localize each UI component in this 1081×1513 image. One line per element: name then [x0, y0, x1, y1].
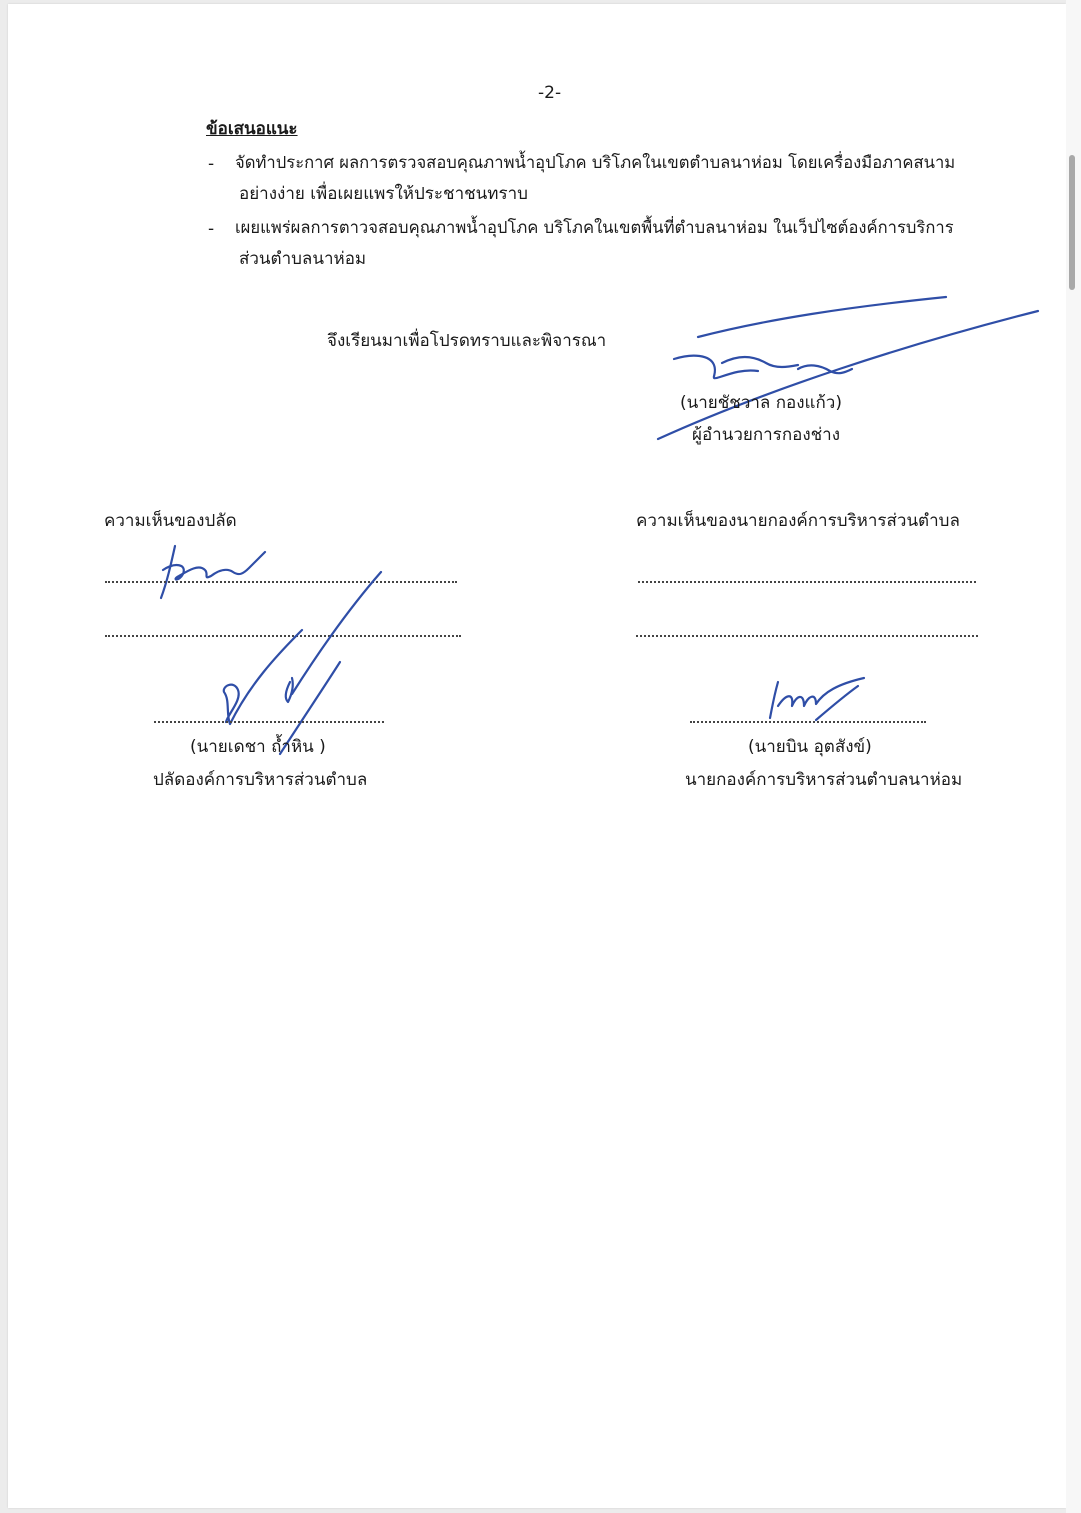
recommendation-1-line-2: อย่างง่าย เพื่อเผยแพรให้ประชาชนทราบ — [239, 184, 528, 204]
document-page — [8, 4, 1066, 1508]
mayor-opinion-heading: ความเห็นของนายกองค์การบริหารส่วนตำบล — [636, 511, 960, 531]
scrollbar-track[interactable] — [1066, 0, 1081, 1513]
recommendation-2-line-2: ส่วนตำบลนาห่อม — [239, 249, 367, 269]
recommendations-heading: ข้อเสนอแนะ — [206, 119, 298, 139]
division-head-position: ผู้อำนวยการกองช่าง — [692, 425, 841, 445]
deputy-position: ปลัดองค์การบริหารส่วนตำบล — [153, 770, 368, 790]
mayor-opinion-line-2 — [636, 635, 978, 637]
bullet-2: - — [208, 219, 215, 239]
deputy-opinion-heading: ความเห็นของปลัด — [104, 511, 237, 531]
page-number: -2- — [538, 83, 562, 103]
division-head-name: (นายชัชวาล กองแก้ว) — [680, 393, 842, 413]
deputy-signature — [216, 564, 396, 764]
recommendation-1-line-1: จัดทำประกาศ ผลการตรวจสอบคุณภาพน้ำอุปโภค บริโภคในเขตตำบลนาห่อม โดยเครื่องมือภาคสนาม — [235, 153, 956, 172]
deputy-name: (นายเดชา ถ้ำหิน ) — [190, 737, 326, 757]
mayor-name: (นายบิน อุตสังข์) — [748, 737, 872, 757]
mayor-opinion-line-1 — [638, 581, 976, 583]
deputy-signature-line — [154, 721, 384, 723]
recommendation-2-line-1: เผยแพร่ผลการตาวจสอบคุณภาพน้ำอุปโภค บริโภคในเขตพื้นที่ตำบลนาห่อม ในเว็ปไซต์องค์การบริการ — [235, 218, 954, 237]
bullet-1: - — [208, 154, 215, 174]
mayor-position: นายกองค์การบริหารส่วนตำบลนาห่อม — [685, 770, 963, 790]
scrollbar-thumb[interactable] — [1069, 155, 1075, 290]
mayor-signature-line — [690, 721, 926, 723]
mayor-signature — [764, 674, 884, 734]
closing-text: จึงเรียนมาเพื่อโปรดทราบและพิจารณา — [327, 331, 607, 351]
